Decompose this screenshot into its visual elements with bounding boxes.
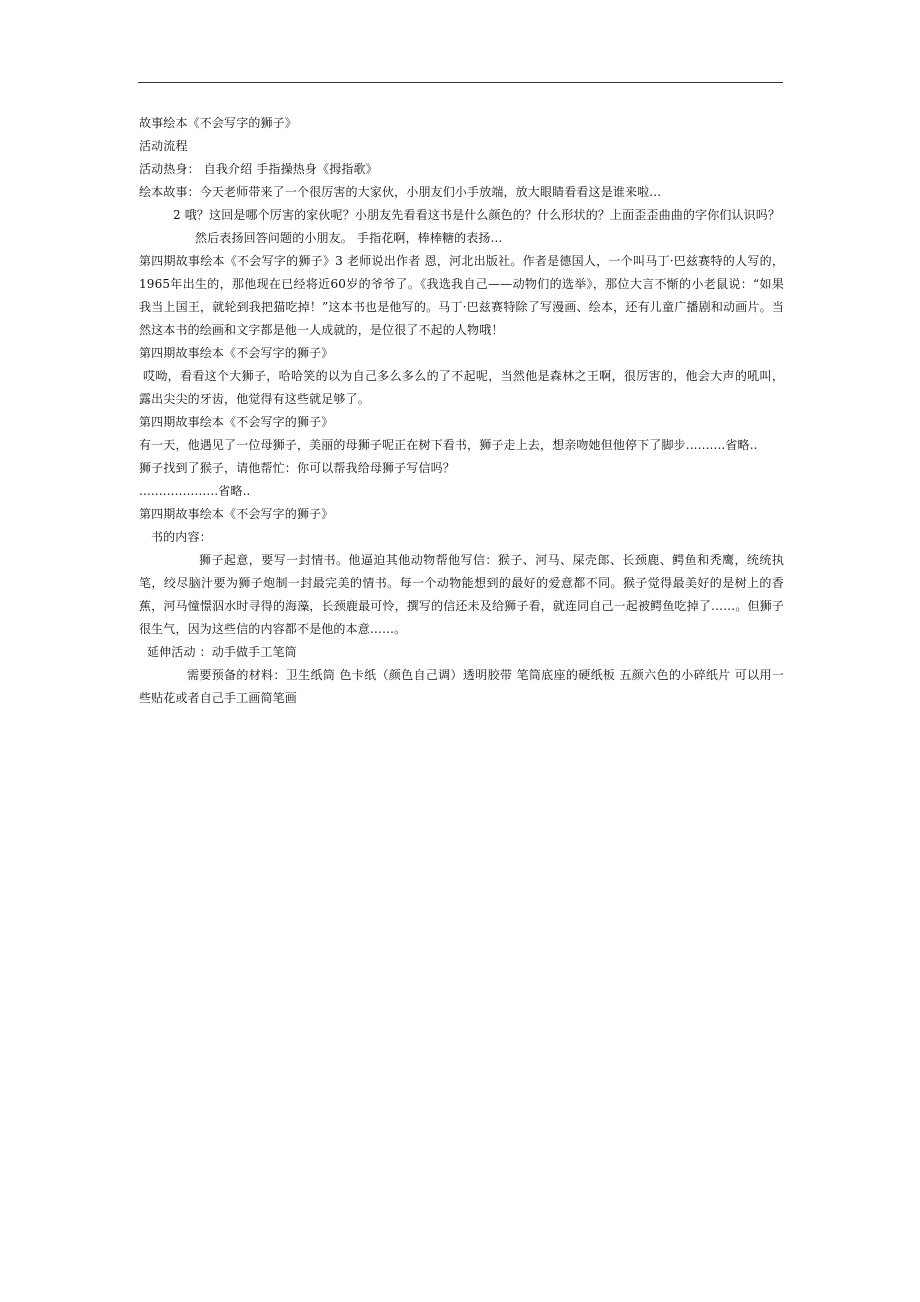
extension-activity-heading: 延伸活动 ：动手做手工笔筒 xyxy=(147,645,297,659)
issue-heading-1: 第四期故事绘本《不会写字的狮子》 xyxy=(139,346,334,360)
omitted-line: ....................省略.. xyxy=(139,484,251,498)
header-rule xyxy=(138,82,783,83)
praise-line: 然后表扬回答问题的小朋友。 手指花啊，棒棒糖的表扬... xyxy=(195,231,503,245)
lion-description: 哎呦，看看这个大狮子，哈哈笑的以为自己多么多么的了不起呢，当然他是森林之王啊，很厉害的，他会大声的吼叫，露出尖尖的牙齿，他觉得有这些就足够了。 xyxy=(139,369,784,406)
issue-heading-3: 第四期故事绘本《不会写字的狮子》 xyxy=(139,507,334,521)
warmup-line: 活动热身： 自我介绍 手指操热身《拇指歌》 xyxy=(139,162,378,176)
section-heading: 活动流程 xyxy=(139,139,188,153)
story-line-2: 狮子找到了猴子，请他帮忙：你可以帮我给母狮子写信吗？ xyxy=(139,461,455,475)
story-intro-line: 绘本故事：今天老师带来了一个很厉害的大家伙，小朋友们小手放端，放大眼睛看看这是谁来啦... xyxy=(139,185,662,199)
doc-title: 故事绘本《不会写字的狮子》 xyxy=(139,116,297,130)
author-paragraph: 第四期故事绘本《不会写字的狮子》3 老师说出作者 恩，河北出版社。作者是德国人，一个叫马丁·巴兹赛特的人写的，1965年出生的，那他现在已经将近60岁的爷爷了。《我选我自己——动物们的选举》，那位大言不惭的小老鼠说：“如果我当上国王，就轮到我把猫吃掉！”这本书也是他写的。马丁·巴兹赛特除了写漫画、绘本，还有儿童广播剧和动画片。当然这本书的绘画和文字都是他一人成就的，是位很了不起的人物哦！ xyxy=(139,254,784,337)
book-content-label: 书的内容： xyxy=(151,530,212,544)
question-paragraph: 2 哦？这回是哪个厉害的家伙呢？小朋友先看看这书是什么颜色的？什么形状的？上面歪歪曲曲的字你们认识吗？ xyxy=(173,208,781,222)
issue-heading-2: 第四期故事绘本《不会写字的狮子》 xyxy=(139,415,334,429)
book-content-paragraph: 狮子起意，要写一封情书。他逼迫其他动物帮他写信：猴子、河马、屎壳郎、长颈鹿、鳄鱼和秃鹰，统统执笔，绞尽脑汁要为狮子炮制一封最完美的情书。每一个动物能想到的最好的爱意都不同。猴子觉得最美好的是树上的香蕉，河马憧憬泅水时寻得的海藻，长颈鹿最可怜，撰写的信还未及给狮子看，就连同自己一起被鳄鱼吃掉了……。但狮子很生气，因为这些信的内容都不是他的本意……。 xyxy=(139,553,784,636)
story-line-1: 有一天，他遇见了一位母狮子，美丽的母狮子呢正在树下看书，狮子走上去，想亲吻她但他停下了脚步..........省略.. xyxy=(139,438,758,452)
document-body xyxy=(139,112,784,710)
materials-paragraph: 需要预备的材料：卫生纸筒 色卡纸（颜色自己调）透明胶带 笔筒底座的硬纸板 五颜六色的小碎纸片 可以用一些贴花或者自己手工画简笔画 xyxy=(139,668,784,705)
